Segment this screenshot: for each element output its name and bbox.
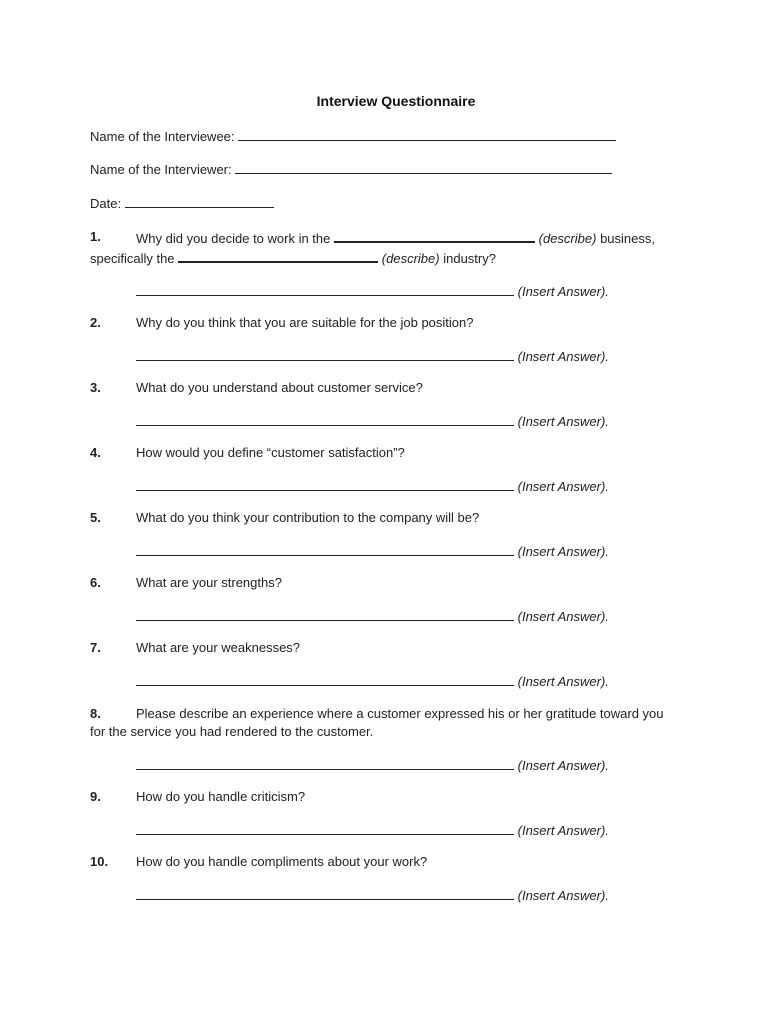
answer-2: [136, 347, 609, 366]
answer-10: [136, 886, 609, 905]
answer-5: [136, 542, 609, 561]
question-7-number: 7.: [90, 640, 101, 655]
question-1-line-2: [90, 248, 496, 268]
question-1-line-1: [136, 228, 655, 248]
document-title: Interview Questionnaire: [316, 93, 476, 109]
question-4-text: How would you define “customer satisfaction”?: [136, 445, 405, 460]
question-1-number: 1.: [90, 229, 101, 244]
answer-8-field[interactable]: [136, 756, 514, 770]
question-1-text-d: industry?: [443, 251, 496, 266]
question-1-describe-hint-2: (describe): [381, 251, 440, 266]
answer-10-field[interactable]: [136, 886, 514, 900]
question-3-number: 3.: [90, 380, 101, 395]
answer-9: [136, 821, 609, 840]
answer-6-hint: (Insert Answer).: [517, 609, 609, 624]
question-1-text-a: Why did you decide to work in the: [136, 231, 331, 246]
question-2-text: Why do you think that you are suitable for the job position?: [136, 315, 474, 330]
answer-7-hint: (Insert Answer).: [517, 674, 609, 689]
interviewee-row: [90, 127, 616, 146]
question-6-text: What are your strengths?: [136, 575, 282, 590]
answer-5-field[interactable]: [136, 542, 514, 556]
answer-1-hint: (Insert Answer).: [517, 284, 609, 299]
interviewer-field[interactable]: [235, 160, 612, 174]
question-5-text: What do you think your contribution to the company will be?: [136, 510, 480, 525]
question-1-describe-hint: (describe): [538, 231, 597, 246]
question-9-number: 9.: [90, 789, 101, 804]
answer-7: [136, 672, 609, 691]
question-10-text: How do you handle compliments about your work?: [136, 854, 428, 869]
question-1-industry-field[interactable]: [178, 248, 378, 263]
answer-3: [136, 412, 609, 431]
interviewer-row: [90, 160, 612, 179]
question-6-number: 6.: [90, 575, 101, 590]
answer-4-hint: (Insert Answer).: [517, 479, 609, 494]
question-3-text: What do you understand about customer service?: [136, 380, 423, 395]
question-2-number: 2.: [90, 315, 101, 330]
answer-7-field[interactable]: [136, 672, 514, 686]
date-label: Date:: [90, 196, 122, 211]
question-1-text-b: business,: [600, 231, 655, 246]
date-field[interactable]: [125, 194, 274, 208]
interviewee-field[interactable]: [238, 127, 616, 141]
answer-4: [136, 477, 609, 496]
answer-8-hint: (Insert Answer).: [517, 758, 609, 773]
answer-3-hint: (Insert Answer).: [517, 414, 609, 429]
answer-10-hint: (Insert Answer).: [517, 888, 609, 903]
answer-1-field[interactable]: [136, 282, 514, 296]
question-8-number: 8.: [90, 706, 101, 721]
question-8-text: Please describe an experience where a customer expressed his or her gratitude toward you: [136, 706, 664, 721]
question-1-business-field[interactable]: [334, 228, 535, 243]
answer-1: [136, 282, 609, 301]
answer-2-field[interactable]: [136, 347, 514, 361]
question-4-number: 4.: [90, 445, 101, 460]
interviewee-label: Name of the Interviewee:: [90, 129, 235, 144]
answer-4-field[interactable]: [136, 477, 514, 491]
answer-9-hint: (Insert Answer).: [517, 823, 609, 838]
interviewer-label: Name of the Interviewer:: [90, 162, 232, 177]
question-7-text: What are your weaknesses?: [136, 640, 301, 655]
question-5-number: 5.: [90, 510, 101, 525]
answer-6: [136, 607, 609, 626]
answer-3-field[interactable]: [136, 412, 514, 426]
date-row: [90, 194, 274, 213]
question-1-text-c: specifically the: [90, 251, 175, 266]
answer-6-field[interactable]: [136, 607, 514, 621]
answer-9-field[interactable]: [136, 821, 514, 835]
question-8-text-continued: for the service you had rendered to the customer.: [90, 724, 374, 739]
answer-5-hint: (Insert Answer).: [517, 544, 609, 559]
answer-8: [136, 756, 609, 775]
answer-2-hint: (Insert Answer).: [517, 349, 609, 364]
question-10-number: 10.: [90, 854, 109, 869]
question-9-text: How do you handle criticism?: [136, 789, 306, 804]
